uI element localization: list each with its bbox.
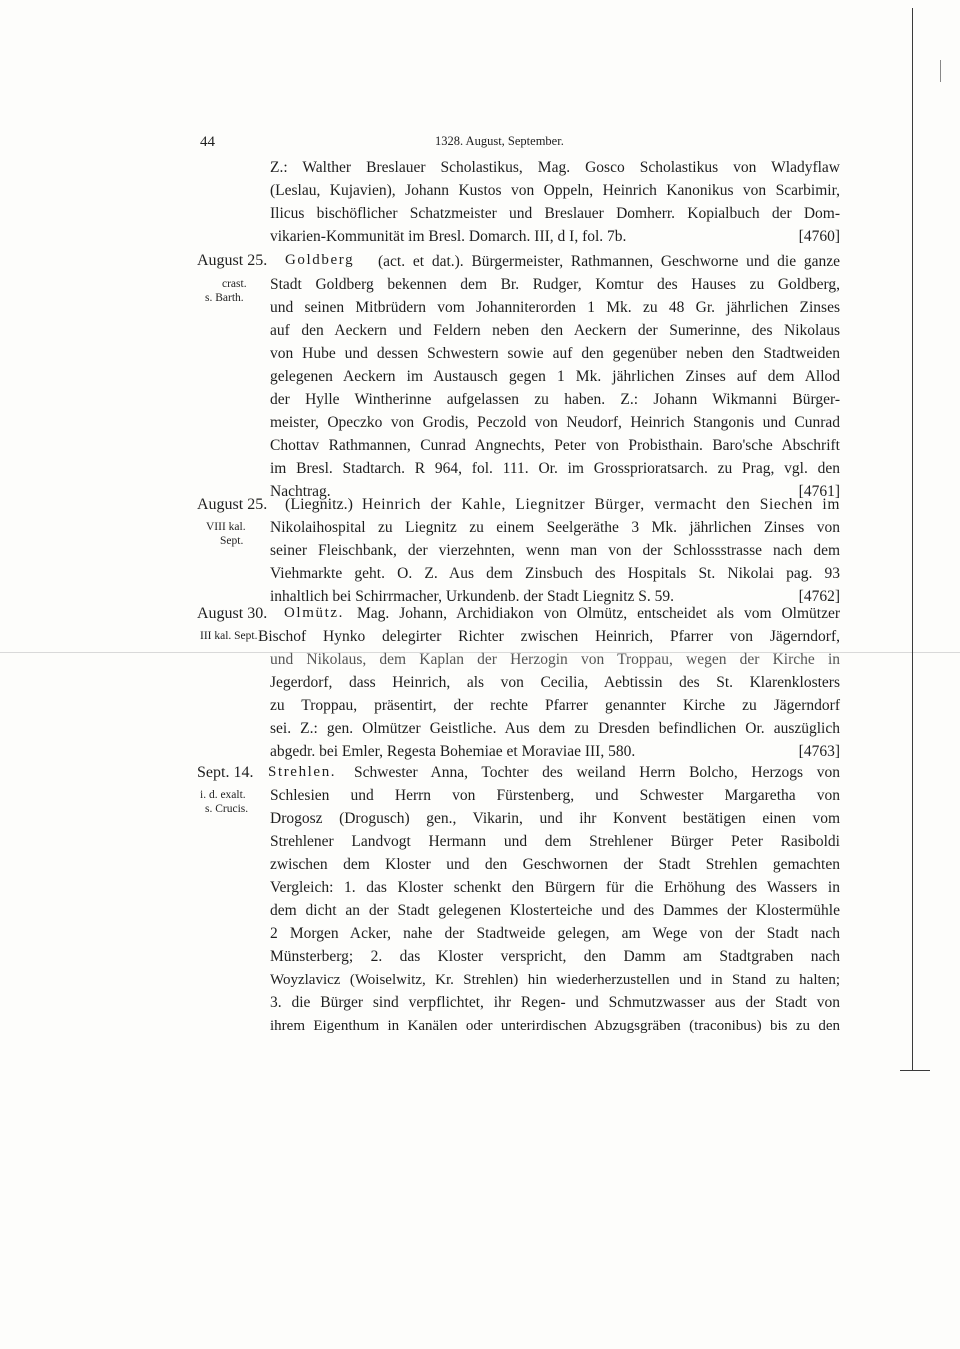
- side-note: Sept.: [220, 535, 244, 547]
- text-line: zu Troppau, präsentirt, der rechte Pfarrer genannter Kirche zu Jägerndorf: [270, 697, 840, 714]
- text-line: zwischen dem Kloster und den Geschwornen der Stadt Strehlen gemachten: [270, 856, 840, 873]
- side-note: III kal. Sept.: [200, 630, 258, 642]
- text-line: meister, Opeczko von Grodis, Peczold von Neudorf, Heinrich Stangonis und Cunrad: [270, 414, 840, 431]
- text-line: 2 Morgen Acker, nahe der Stadtweide gelegen, am Wege von der Stadt nach: [270, 925, 840, 942]
- text-line: Chottav Rathmannen, Cunrad Angnechts, Peter von Probisthain. Baro'sche Abschrift: [270, 437, 840, 454]
- entry-date: Sept. 14.: [197, 764, 254, 781]
- text-line: Schlesien und Herrn von Fürstenberg, und Schwester Margaretha von: [270, 787, 840, 804]
- text-line: Münsterberg; 2. das Kloster verspricht, den Damm am Stadtgraben nach: [270, 948, 840, 965]
- text-line: Bischof Hynko delegirter Richter zwischen Heinrich, Pfarrer von Jägerndorf,: [258, 628, 840, 645]
- text-line: seiner Fleischbank, der vierzehnten, wenn man von der Schlossstrasse nach dem: [270, 542, 840, 559]
- side-note: s. Barth.: [205, 292, 244, 304]
- text-line: ihrem Eigenthum in Kanälen oder unterirdischen Abzugsgräben (traconibus) bis zu den: [270, 1018, 840, 1034]
- text-line: Nikolaihospital zu Liegnitz zu einem Seelgeräthe 3 Mk. jährlichen Zinses von: [270, 519, 840, 536]
- text-line: von Hube und dessen Schwestern sowie auf den gegenüber neben den Stadtweiden: [270, 345, 840, 362]
- text-line: abgedr. bei Emler, Regesta Bohemiae et Moraviae III, 580.: [270, 743, 636, 760]
- text-line: Heinrich der Kahle, Liegnitzer Bürger, vermacht den Siechen im: [362, 496, 840, 513]
- entry-number: [4761]: [798, 483, 840, 500]
- text-line: der Hylle Wintherinne aufgelassen zu haben. Z.: Johann Wikmanni Bürger-: [270, 391, 840, 408]
- scan-edge-line: [912, 8, 913, 1070]
- running-title: 1328. August, September.: [435, 134, 564, 148]
- text-line: vikarien-Kommunität im Bresl. Domarch. III, d I, fol. 7b.: [270, 228, 627, 245]
- side-note: crast.: [222, 278, 247, 290]
- text-line: Woyzlavicz (Woiselwitz, Kr. Strehlen) hin wiederherzustellen und in Stand zu halten;: [270, 972, 840, 988]
- text-line: inhaltlich bei Schirrmacher, Urkundenb. der Stadt Liegnitz S. 59.: [270, 588, 674, 605]
- text-line: dem dicht an der Stadt gelegenen Klosterteiche und des Dammes der Klostermühle: [270, 902, 840, 919]
- text-line: auf den Aeckern und Feldern neben den Aeckern der Sumerinne, des Nikolaus: [270, 322, 840, 339]
- text-line: sei. Z.: gen. Olmützer Geistliche. Aus dem zu Dresden befindlichen Or. auszüglich: [270, 720, 840, 737]
- side-note: i. d. exalt.: [200, 789, 246, 801]
- entry-number: [4760]: [798, 228, 840, 245]
- entry-date: August 25.: [197, 496, 268, 513]
- text-line: Viehmarkte geht. O. Z. Aus dem Zinsbuch des Hospitals St. Nikolai pag. 93: [270, 565, 840, 582]
- text-line: 3. die Bürger sind verpflichtet, ihr Regen- und Schmutzwasser aus der Stadt von: [270, 994, 840, 1011]
- text-line: im Bresl. Stadtarch. R 964, fol. 111. Or. im Grossprioratsarch. zu Prag, vgl. den: [270, 460, 840, 477]
- entry-date: August 30.: [197, 605, 268, 622]
- entry-place: (Liegnitz.): [285, 496, 353, 513]
- entry-place: Goldberg: [285, 252, 355, 268]
- text-line: und Nikolaus, dem Kaplan der Herzogin von Troppau, wegen der Kirche in: [270, 651, 840, 668]
- text-line: Mag. Johann, Archidiakon von Olmütz, entscheidet als vom Olmützer: [357, 605, 840, 622]
- entry-number: [4762]: [798, 588, 840, 605]
- page-number: 44: [200, 134, 215, 150]
- entry-place: Olmütz.: [284, 605, 344, 621]
- entry-date: August 25.: [197, 252, 268, 269]
- text-line: Vergleich: 1. das Kloster schenkt den Bürgern für die Erhöhung des Wassers in: [270, 879, 840, 896]
- text-line: und seinen Mitbrüdern vom Johanniterorden 1 Mk. zu 48 Gr. jährlichen Zinses: [270, 299, 840, 316]
- side-note: VIII kal.: [206, 521, 246, 533]
- side-note: s. Crucis.: [205, 803, 249, 815]
- text-line: Stadt Goldberg bekennen dem Br. Rudger, Komtur des Hauses zu Goldberg,: [270, 276, 840, 293]
- text-line: (act. et dat.). Bürgermeister, Rathmannen, Geschworne und die ganze: [378, 253, 840, 270]
- text-line: (Leslau, Kujavien), Johann Kustos von Oppeln, Heinrich Kanonikus von Scarbimir,: [270, 182, 840, 199]
- text-line: Ilicus bischöflicher Schatzmeister und Breslauer Domherr. Kopialbuch der Dom-: [270, 205, 840, 222]
- text-line: Strehlener Landvogt Hermann und dem Strehlener Bürger Peter Rasiboldi: [270, 833, 840, 850]
- text-line: Drogosz (Drogusch) gen., Vikarin, und ihr Konvent bestätigen einen vom: [270, 810, 840, 827]
- text-line: Schwester Anna, Tochter des weiland Herrn Bolcho, Herzogs von: [354, 764, 840, 781]
- text-line: Jegerdorf, dass Heinrich, als von Cecilia, Aebtissin des St. Klarenklosters: [270, 674, 840, 691]
- scan-edge-tick: [900, 1070, 930, 1071]
- scan-edge-line-top: [940, 60, 941, 82]
- entry-number: [4763]: [798, 743, 840, 760]
- text-line: Nachtrag.: [270, 483, 331, 500]
- entry-place: Strehlen.: [268, 764, 337, 780]
- text-line: Z.: Walther Breslauer Scholastikus, Mag. Gosco Scholastikus von Wladyflaw: [270, 159, 840, 176]
- text-line: gelegenen Aeckern im Austausch gegen 1 Mk. jährlichen Zinses auf dem Allod: [270, 368, 840, 385]
